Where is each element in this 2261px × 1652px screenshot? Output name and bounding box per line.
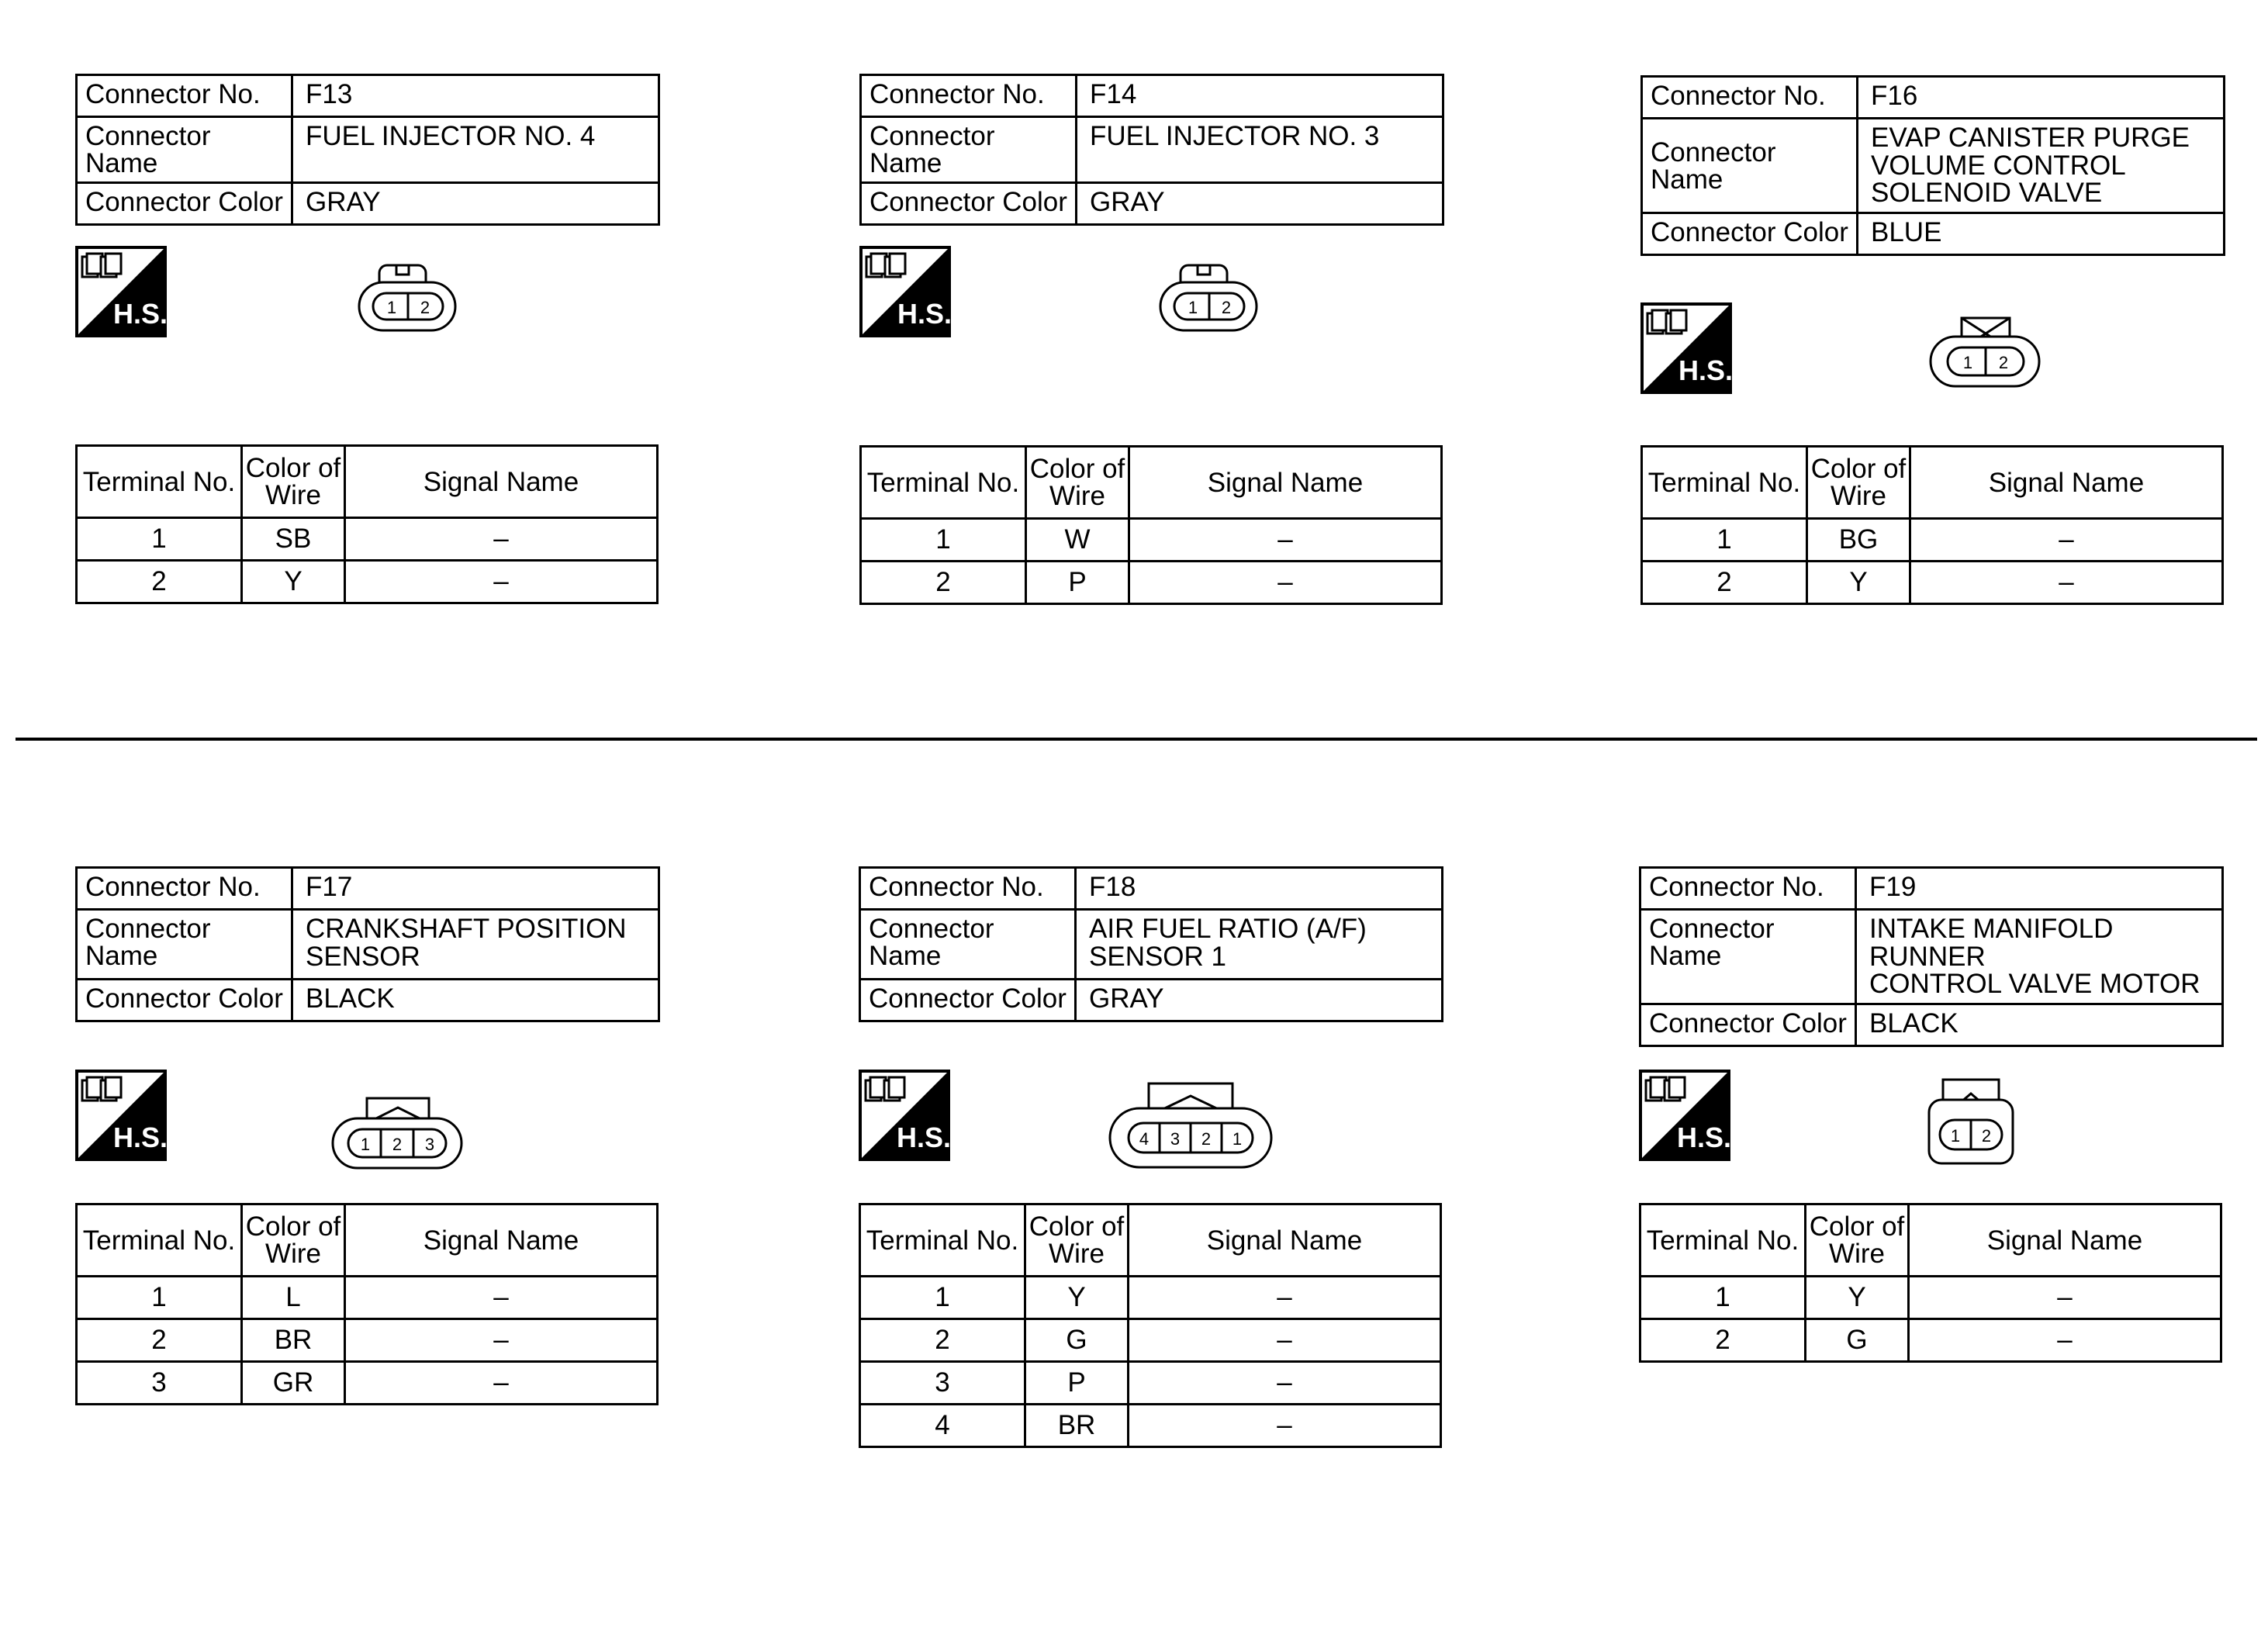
wire-color-cell: Y <box>1806 1277 1909 1319</box>
connector-no-value: F19 <box>1856 868 2223 910</box>
harness-side-icon <box>1639 1070 1730 1161</box>
hs-badge-text: H.S. <box>897 298 951 330</box>
terminal-table <box>1640 445 2224 605</box>
table-row <box>860 1319 1441 1362</box>
signal-cell: – <box>345 561 658 603</box>
wire-color-cell: Y <box>242 561 345 603</box>
connector-no-label: Connector No. <box>860 868 1076 910</box>
terminal-no-header: Terminal No. <box>1640 1204 1806 1277</box>
signal-cell: – <box>1129 1319 1441 1362</box>
connector-color-value: GRAY <box>1077 183 1443 225</box>
connector-no-label: Connector No. <box>1642 77 1858 119</box>
table-row <box>1640 1277 2221 1319</box>
pin-label: 2 <box>1201 1129 1212 1149</box>
connector-info-table <box>1639 866 2224 1047</box>
wire-color-cell: SB <box>242 518 345 561</box>
terminal-cell: 2 <box>861 562 1026 604</box>
wire-color-cell: BG <box>1807 519 1910 562</box>
terminal-no-header: Terminal No. <box>860 1204 1025 1277</box>
connector-info-table <box>859 866 1443 1022</box>
table-row <box>1640 1319 2221 1362</box>
connector-name-value: FUEL INJECTOR NO. 3 <box>1077 117 1443 183</box>
hs-badge-text: H.S. <box>896 1121 950 1153</box>
pin-label: 2 <box>420 298 430 317</box>
table-row <box>77 1277 658 1319</box>
connector-color-label: Connector Color <box>1640 1004 1856 1046</box>
2-pin-connector-icon <box>1927 1077 2017 1170</box>
terminal-cell: 2 <box>860 1319 1025 1362</box>
color-of-wire-header: Color of Wire <box>1026 447 1129 519</box>
terminal-cell: 3 <box>77 1362 242 1405</box>
connector-color-value: BLUE <box>1858 213 2225 255</box>
wire-color-cell: L <box>242 1277 345 1319</box>
signal-name-header: Signal Name <box>345 446 658 518</box>
wire-color-cell: Y <box>1807 562 1910 604</box>
pin-label: 1 <box>1962 353 1973 372</box>
harness-side-icon <box>75 246 167 337</box>
wire-color-cell: GR <box>242 1362 345 1405</box>
connector-name-value: AIR FUEL RATIO (A/F) SENSOR 1 <box>1076 910 1443 980</box>
connector-no-value: F14 <box>1077 75 1443 117</box>
signal-cell: – <box>345 518 658 561</box>
hs-badge-text: H.S. <box>112 1121 167 1153</box>
terminal-cell: 1 <box>1640 1277 1806 1319</box>
harness-side-icon <box>859 246 951 337</box>
signal-cell: – <box>1129 562 1442 604</box>
color-of-wire-header: Color of Wire <box>1025 1204 1129 1277</box>
color-of-wire-header: Color of Wire <box>1806 1204 1909 1277</box>
connector-name-value: CRANKSHAFT POSITION SENSOR <box>292 910 659 980</box>
signal-name-header: Signal Name <box>1129 1204 1441 1277</box>
signal-cell: – <box>345 1277 658 1319</box>
signal-cell: – <box>1909 1277 2221 1319</box>
terminal-cell: 1 <box>860 1277 1025 1319</box>
pin-label: 2 <box>392 1135 403 1154</box>
terminal-cell: 2 <box>77 1319 242 1362</box>
terminal-cell: 2 <box>1640 1319 1806 1362</box>
4-pin-connector-icon <box>1108 1080 1276 1176</box>
table-row <box>860 1362 1441 1405</box>
terminal-cell: 3 <box>860 1362 1025 1405</box>
table-row <box>77 561 658 603</box>
connector-name-label: Connector Name <box>1640 910 1856 1004</box>
terminal-table <box>75 444 659 604</box>
connector-info-table <box>75 866 660 1022</box>
pin-label: 1 <box>386 298 397 317</box>
terminal-no-header: Terminal No. <box>77 446 242 518</box>
connector-no-label: Connector No. <box>77 868 292 910</box>
signal-cell: – <box>1910 519 2223 562</box>
terminal-no-header: Terminal No. <box>1642 447 1807 519</box>
2-pin-connector-icon <box>1929 315 2045 393</box>
table-row <box>861 562 1442 604</box>
2-pin-connector-icon <box>358 262 458 337</box>
table-row <box>77 518 658 561</box>
connector-color-label: Connector Color <box>861 183 1077 225</box>
terminal-no-header: Terminal No. <box>77 1204 242 1277</box>
signal-cell: – <box>1910 562 2223 604</box>
terminal-table <box>1639 1203 2222 1363</box>
pin-label: 2 <box>1998 353 2009 372</box>
terminal-table <box>859 445 1443 605</box>
signal-cell: – <box>1129 1277 1441 1319</box>
connector-no-value: F13 <box>292 75 659 117</box>
signal-cell: – <box>345 1319 658 1362</box>
2-pin-connector-icon <box>1159 262 1260 337</box>
connector-info-table <box>75 74 660 226</box>
connector-color-value: GRAY <box>292 183 659 225</box>
connector-name-value: FUEL INJECTOR NO. 4 <box>292 117 659 183</box>
connector-no-label: Connector No. <box>77 75 292 117</box>
pin-label: 1 <box>1950 1126 1961 1146</box>
terminal-table <box>75 1203 659 1405</box>
pin-label: 3 <box>1170 1129 1181 1149</box>
table-row <box>77 1362 658 1405</box>
pin-label: 2 <box>1981 1126 1992 1146</box>
connector-no-value: F17 <box>292 868 659 910</box>
hs-badge-text: H.S. <box>1676 1121 1730 1153</box>
color-of-wire-header: Color of Wire <box>1807 447 1910 519</box>
connector-color-label: Connector Color <box>77 183 292 225</box>
signal-cell: – <box>1129 1362 1441 1405</box>
terminal-cell: 2 <box>1642 562 1807 604</box>
color-of-wire-header: Color of Wire <box>242 446 345 518</box>
terminal-table <box>859 1203 1442 1448</box>
wire-color-cell: BR <box>1025 1405 1129 1447</box>
signal-cell: – <box>1129 1405 1441 1447</box>
terminal-cell: 1 <box>77 518 242 561</box>
wire-color-cell: G <box>1025 1319 1129 1362</box>
connector-name-value: INTAKE MANIFOLD RUNNER CONTROL VALVE MOTOR <box>1856 910 2223 1004</box>
pin-label: 1 <box>1232 1129 1243 1149</box>
harness-side-icon <box>859 1070 950 1161</box>
table-row <box>861 519 1442 562</box>
3-pin-connector-icon <box>331 1095 465 1175</box>
hs-badge-text: H.S. <box>112 298 167 330</box>
connector-color-label: Connector Color <box>860 980 1076 1021</box>
connector-name-label: Connector Name <box>861 117 1077 183</box>
terminal-no-header: Terminal No. <box>861 447 1026 519</box>
connector-no-label: Connector No. <box>861 75 1077 117</box>
connector-color-value: GRAY <box>1076 980 1443 1021</box>
signal-name-header: Signal Name <box>1910 447 2223 519</box>
wire-color-cell: BR <box>242 1319 345 1362</box>
connector-name-label: Connector Name <box>77 910 292 980</box>
pin-label: 3 <box>424 1135 435 1154</box>
connector-name-label: Connector Name <box>1642 119 1858 213</box>
signal-cell: – <box>1909 1319 2221 1362</box>
terminal-cell: 4 <box>860 1405 1025 1447</box>
connector-no-label: Connector No. <box>1640 868 1856 910</box>
wire-color-cell: W <box>1026 519 1129 562</box>
signal-name-header: Signal Name <box>1129 447 1442 519</box>
signal-cell: – <box>345 1362 658 1405</box>
table-row <box>1642 519 2223 562</box>
pin-label: 1 <box>360 1135 371 1154</box>
wire-color-cell: Y <box>1025 1277 1129 1319</box>
terminal-cell: 2 <box>77 561 242 603</box>
connector-info-table <box>859 74 1444 226</box>
connector-color-value: BLACK <box>1856 1004 2223 1046</box>
table-row <box>860 1405 1441 1447</box>
signal-name-header: Signal Name <box>1909 1204 2221 1277</box>
connector-name-label: Connector Name <box>860 910 1076 980</box>
signal-name-header: Signal Name <box>345 1204 658 1277</box>
terminal-cell: 1 <box>861 519 1026 562</box>
table-row <box>860 1277 1441 1319</box>
wire-color-cell: G <box>1806 1319 1909 1362</box>
pin-label: 1 <box>1188 298 1198 317</box>
connector-color-label: Connector Color <box>1642 213 1858 255</box>
hs-badge-text: H.S. <box>1678 354 1732 386</box>
wire-color-cell: P <box>1026 562 1129 604</box>
connector-name-label: Connector Name <box>77 117 292 183</box>
table-row <box>77 1319 658 1362</box>
connector-name-value: EVAP CANISTER PURGE VOLUME CONTROL SOLENOID VALVE <box>1858 119 2225 213</box>
table-row <box>1642 562 2223 604</box>
connector-color-label: Connector Color <box>77 980 292 1021</box>
terminal-cell: 1 <box>1642 519 1807 562</box>
harness-side-icon <box>75 1070 167 1161</box>
section-divider <box>16 738 2257 741</box>
color-of-wire-header: Color of Wire <box>242 1204 345 1277</box>
pin-label: 2 <box>1221 298 1232 317</box>
connector-color-value: BLACK <box>292 980 659 1021</box>
harness-side-icon <box>1640 302 1732 394</box>
terminal-cell: 1 <box>77 1277 242 1319</box>
connector-no-value: F16 <box>1858 77 2225 119</box>
signal-cell: – <box>1129 519 1442 562</box>
connector-no-value: F18 <box>1076 868 1443 910</box>
wire-color-cell: P <box>1025 1362 1129 1405</box>
pin-label: 4 <box>1139 1129 1150 1149</box>
connector-info-table <box>1640 75 2225 256</box>
